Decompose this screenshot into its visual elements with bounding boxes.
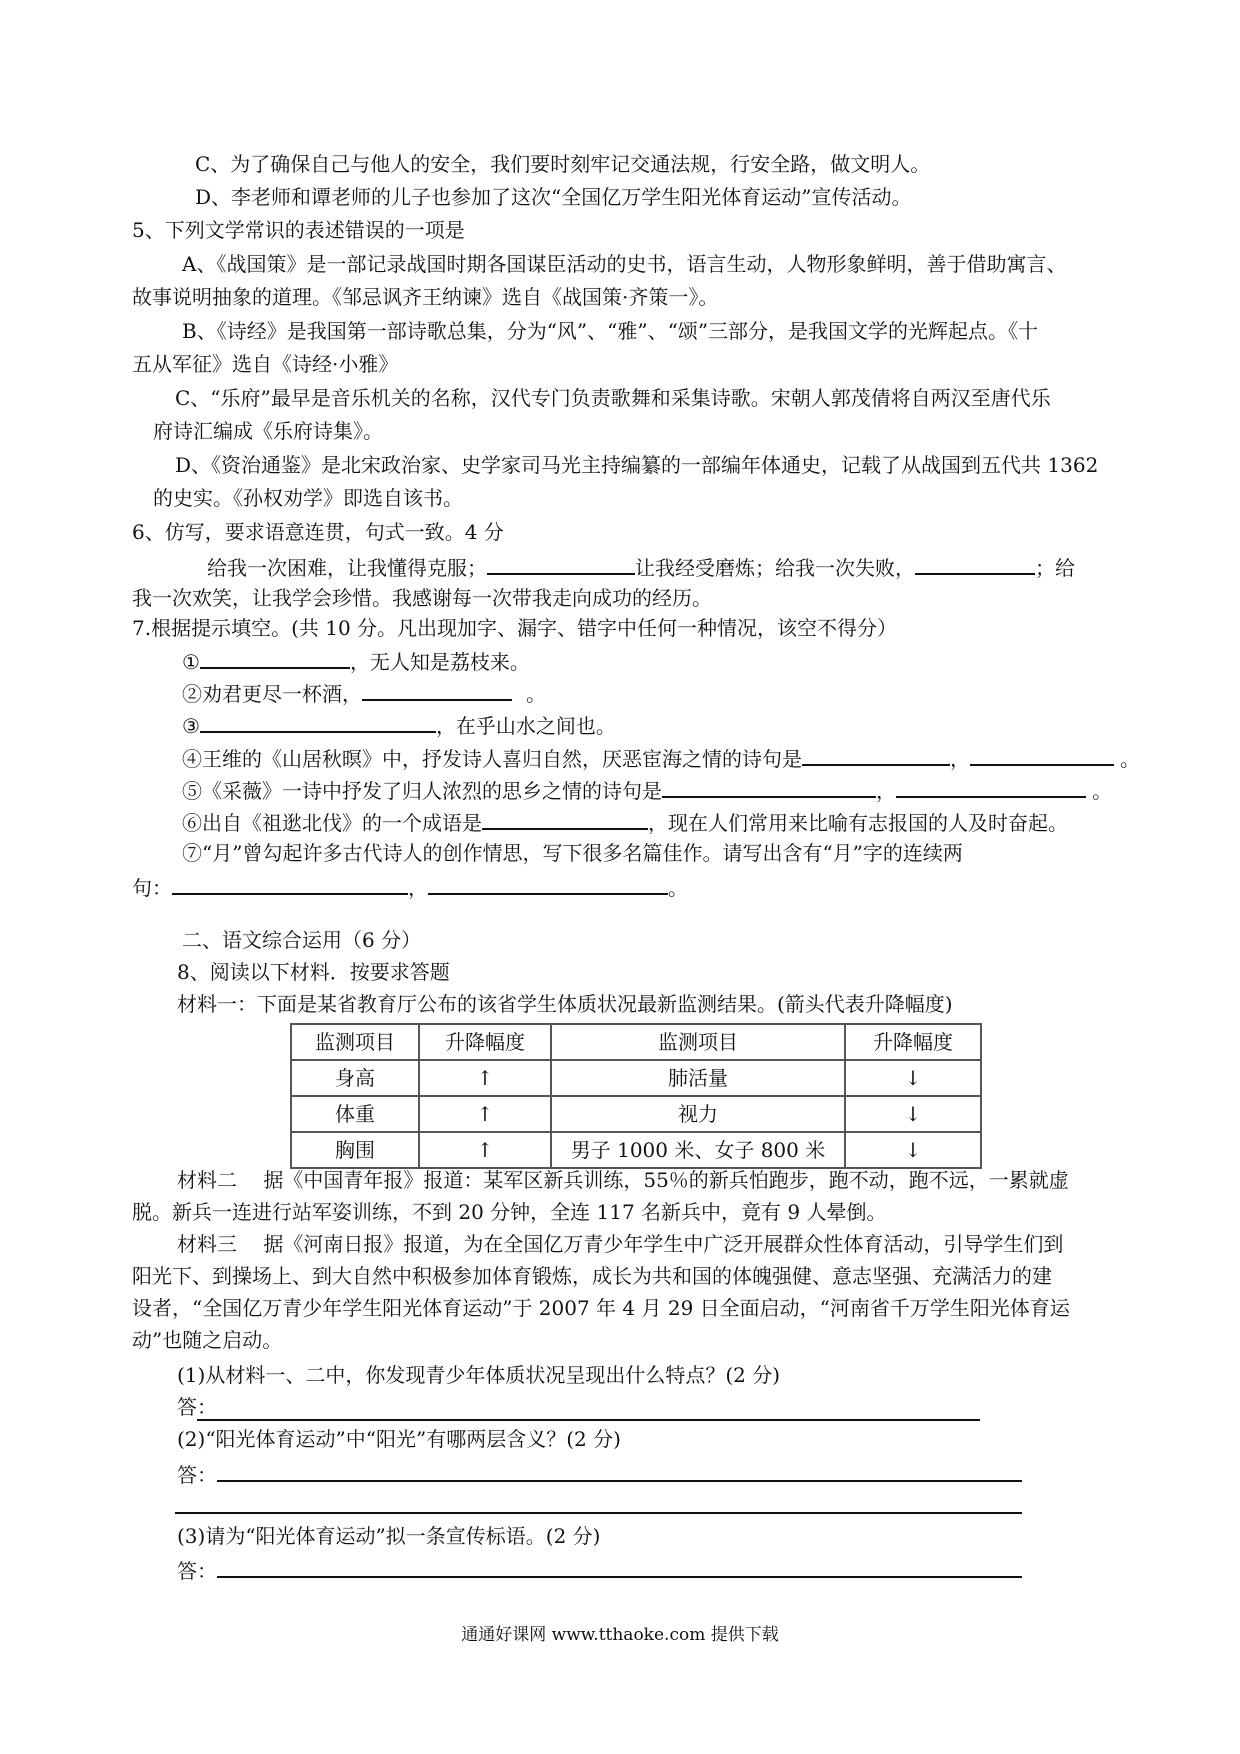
q7-item-4-text: ④王维的《山居秋暝》中，抒发诗人喜归自然，厌恶宦海之情的诗句是 bbox=[182, 747, 802, 771]
q7-item-6-text: ⑥出自《祖逖北伐》的一个成语是 bbox=[182, 811, 482, 835]
q7-item-5-comma: ， bbox=[876, 779, 896, 803]
q7-item-7-label: 句： bbox=[132, 876, 172, 900]
table-cell: 男子 1000 米、女子 800 米 bbox=[551, 1132, 845, 1168]
q7-item-5-end: 。 bbox=[1092, 779, 1112, 803]
table-header-cell: 监测项目 bbox=[291, 1024, 419, 1060]
table-cell: 身高 bbox=[291, 1060, 419, 1096]
material-2-line1: 材料二 据《中国青年报》报道：某军区新兵训练，55％的新兵怕跑步，跑不动，跑不远，一累就虚 bbox=[177, 1168, 1069, 1192]
answer-label: 答： bbox=[177, 1395, 217, 1419]
q4-option-c: C、为了确保自己与他人的安全，我们要时刻牢记交通法规，行安全路，做文明人。 bbox=[195, 152, 931, 176]
q5-option-b-line2: 五从军征》选自《诗经·小雅》 bbox=[132, 352, 399, 376]
q6-text-b: 让我经受磨炼；给我一次失败， bbox=[635, 556, 915, 580]
table-cell: 胸围 bbox=[291, 1132, 419, 1168]
sub-question-3: (3)请为“阳光体育运动”拟一条宣传标语。(2 分) bbox=[177, 1524, 601, 1548]
q5-option-b-line1: B、《诗经》是我国第一部诗歌总集，分为“风”、“雅”、“颂”三部分，是我国文学的光辉起点。《十 bbox=[182, 319, 1039, 343]
answer-line[interactable] bbox=[175, 1512, 1022, 1514]
q7-item-4-comma: ， bbox=[950, 747, 970, 771]
table-row bbox=[291, 1096, 981, 1132]
trend-arrow: ↓ bbox=[845, 1096, 981, 1132]
q5-option-c-line1: C、“乐府”最早是音乐机关的名称，汉代专门负责歌舞和采集诗歌。宋朝人郭茂倩将自两汉至唐代乐 bbox=[175, 386, 1051, 410]
q7-item-2-text: ②劝君更尽一杯酒， bbox=[182, 682, 362, 706]
q6-blank-2[interactable] bbox=[915, 551, 1035, 575]
table-cell: 体重 bbox=[291, 1096, 419, 1132]
answer-label: 答： bbox=[177, 1559, 217, 1583]
material-3-line3: 设者，“全国亿万青少年学生阳光体育运动”于 2007 年 4 月 29 日全面启动，“河南省千万学生阳光体育运 bbox=[132, 1296, 1070, 1320]
q7-item-5 bbox=[182, 774, 1112, 802]
table-header-cell: 升降幅度 bbox=[419, 1024, 551, 1060]
answer-line[interactable] bbox=[217, 1480, 1022, 1482]
q7-item-5-text: ⑤《采薇》一诗中抒发了归人浓烈的思乡之情的诗句是 bbox=[182, 779, 662, 803]
q7-item-7-line2 bbox=[132, 871, 688, 899]
q6-text-a: 给我一次困难，让我懂得克服； bbox=[207, 556, 487, 580]
q5-option-a-line2: 故事说明抽象的道理。《邹忌讽齐王纳谏》选自《战国策·齐策一》。 bbox=[132, 285, 719, 309]
q7-item-3 bbox=[182, 709, 616, 737]
trend-arrow: ↑ bbox=[419, 1096, 551, 1132]
table-row bbox=[291, 1060, 981, 1096]
trend-arrow: ↓ bbox=[845, 1060, 981, 1096]
q6-line2: 我一次欢笑，让我学会珍惜。我感谢每一次带我走向成功的经历。 bbox=[132, 586, 712, 610]
material-1-intro: 材料一：下面是某省教育厅公布的该省学生体质状况最新监测结果。(箭头代表升降幅度) bbox=[177, 992, 953, 1016]
q7-blank-2[interactable] bbox=[362, 677, 512, 701]
q7-blank-7a[interactable] bbox=[172, 871, 408, 895]
q4-option-d: D、李老师和谭老师的儿子也参加了这次“全国亿万学生阳光体育运动”宣传活动。 bbox=[195, 185, 912, 209]
trend-arrow: ↑ bbox=[419, 1060, 551, 1096]
q7-item-3-text: ，在乎山水之间也。 bbox=[435, 714, 616, 738]
table-cell: 视力 bbox=[551, 1096, 845, 1132]
q6-text-c: ；给 bbox=[1035, 556, 1075, 580]
q6-blank-1[interactable] bbox=[487, 551, 635, 575]
q7-item-7-line1: ⑦“月”曾勾起许多古代诗人的创作情思，写下很多名篇佳作。请写出含有“月”字的连续两 bbox=[182, 841, 963, 865]
q5-option-c-line2: 府诗汇编成《乐府诗集》。 bbox=[153, 419, 383, 443]
sub-question-2: (2)“阳光体育运动”中“阳光”有哪两层含义？(2 分) bbox=[177, 1427, 621, 1451]
q5-stem: 5、下列文学常识的表述错误的一项是 bbox=[132, 218, 465, 242]
q7-item-6 bbox=[182, 806, 1068, 834]
q5-option-d-line1: D、《资治通鉴》是北宋政治家、史学家司马光主持编纂的一部编年体通史，记载了从战国到五代共 1362 bbox=[175, 453, 1099, 477]
q8-stem: 8、阅读以下材料．按要求答题 bbox=[177, 960, 450, 984]
q7-blank-4a[interactable] bbox=[802, 742, 950, 766]
monitoring-table bbox=[290, 1023, 982, 1169]
q7-blank-7b[interactable] bbox=[428, 871, 668, 895]
q7-stem: 7.根据提示填空。(共 10 分。凡出现加字、漏字、错字中任何一种情况，该空不得分） bbox=[132, 616, 898, 640]
table-header-row bbox=[291, 1024, 981, 1060]
trend-arrow: ↓ bbox=[845, 1132, 981, 1168]
q7-blank-5a[interactable] bbox=[662, 774, 876, 798]
q6-line1 bbox=[207, 551, 1075, 579]
q7-item-6-after: ，现在人们常用来比喻有志报国的人及时奋起。 bbox=[648, 811, 1068, 835]
material-3-line4: 动”也随之启动。 bbox=[132, 1328, 283, 1352]
table-header-cell: 升降幅度 bbox=[845, 1024, 981, 1060]
q6-stem: 6、仿写，要求语意连贯，句式一致。4 分 bbox=[132, 520, 504, 544]
q5-option-d-line2: 的史实。《孙权劝学》即选自该书。 bbox=[153, 486, 463, 510]
answer-label: 答： bbox=[177, 1463, 217, 1487]
page-footer: 通通好课网 www.tthaoke.com 提供下载 bbox=[461, 1625, 779, 1645]
q7-item-7-end: 。 bbox=[668, 876, 688, 900]
q7-item-1-text: ，无人知是荔枝来。 bbox=[349, 650, 530, 674]
q7-blank-1[interactable] bbox=[200, 645, 350, 669]
trend-arrow: ↑ bbox=[419, 1132, 551, 1168]
material-3-line1: 材料三 据《河南日报》报道，为在全国亿万青少年学生中广泛开展群众性体育活动，引导学生们到 bbox=[177, 1232, 1064, 1256]
q7-item-4 bbox=[182, 742, 1140, 770]
section2-title: 二、语文综合运用（6 分） bbox=[182, 928, 422, 952]
q5-option-a-line1: A、《战国策》是一部记录战国时期各国谋臣活动的史书，语言生动，人物形象鲜明，善于借助寓言、 bbox=[182, 252, 1067, 276]
material-3-line2: 阳光下、到操场上、到大自然中积极参加体育锻炼，成长为共和国的体魄强健、意志坚强、充满活力的建 bbox=[132, 1264, 1052, 1288]
q7-item-2 bbox=[182, 677, 546, 705]
q7-blank-4b[interactable] bbox=[970, 742, 1114, 766]
table-cell: 肺活量 bbox=[551, 1060, 845, 1096]
q7-blank-6[interactable] bbox=[482, 806, 648, 830]
sub-question-1: (1)从材料一、二中，你发现青少年体质状况呈现出什么特点？(2 分) bbox=[177, 1363, 781, 1387]
q7-item-1 bbox=[182, 645, 530, 673]
table-row bbox=[291, 1132, 981, 1168]
q7-item-2-end: 。 bbox=[526, 682, 546, 706]
q7-item-3-number: ③ bbox=[182, 714, 200, 738]
answer-line[interactable] bbox=[197, 1419, 980, 1421]
answer-line[interactable] bbox=[217, 1576, 1022, 1578]
q7-item-4-end: 。 bbox=[1120, 747, 1140, 771]
q7-item-1-number: ① bbox=[182, 650, 200, 674]
q7-item-7-comma: ， bbox=[408, 876, 428, 900]
material-2-line2: 脱。新兵一连进行站军姿训练，不到 20 分钟，全连 117 名新兵中，竟有 9 人晕倒。 bbox=[132, 1200, 887, 1224]
q7-blank-3[interactable] bbox=[200, 709, 436, 733]
table-header-cell: 监测项目 bbox=[551, 1024, 845, 1060]
q7-blank-5b[interactable] bbox=[896, 774, 1086, 798]
